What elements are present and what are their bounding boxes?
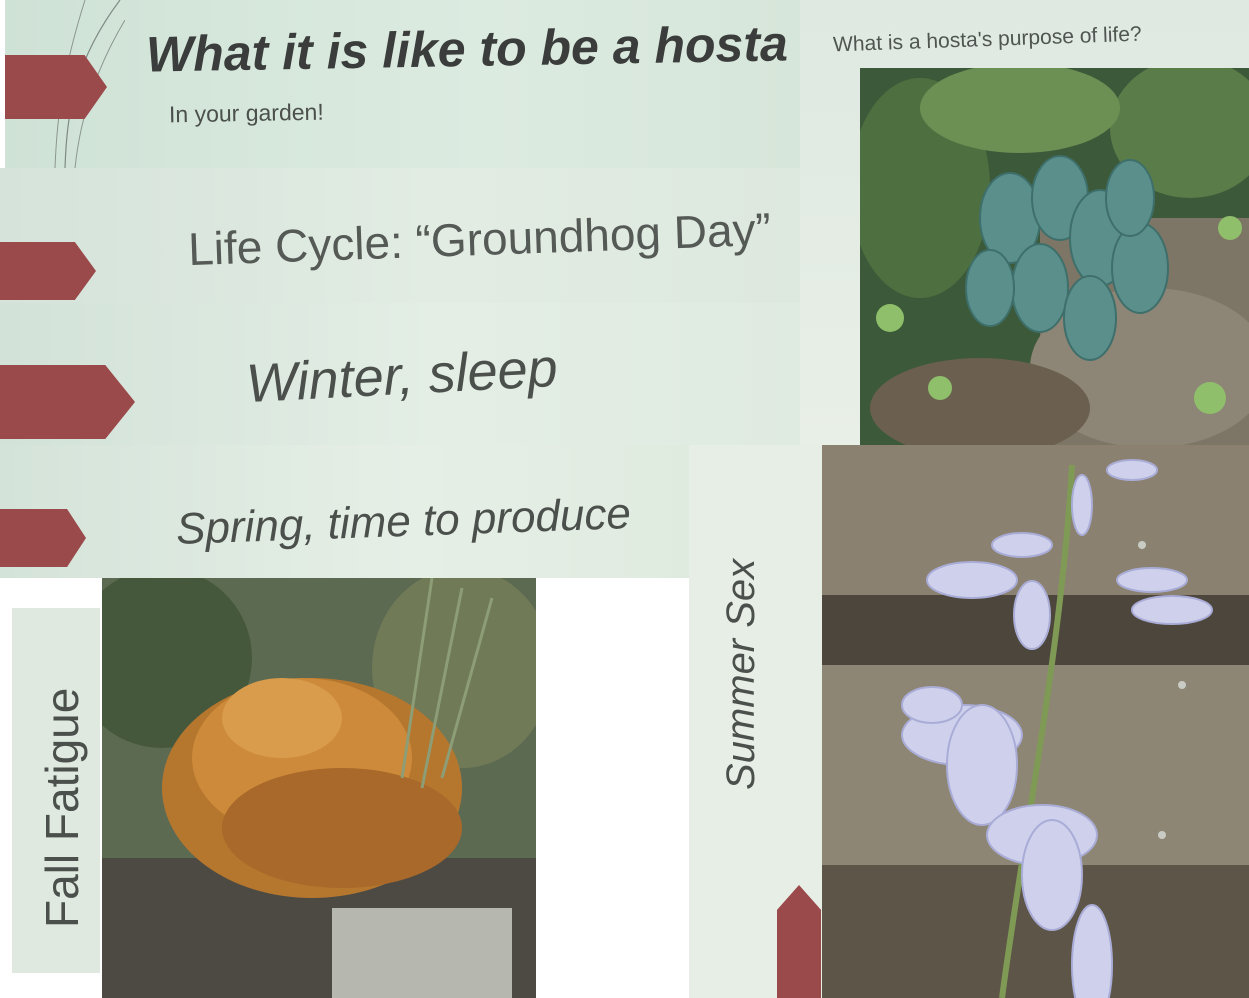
- winter-slide: [0, 303, 800, 445]
- winter-arrow: [0, 365, 135, 439]
- spring-text: Spring, time to produce: [175, 489, 632, 554]
- life-cycle-text: Life Cycle: “Groundhog Day”: [187, 202, 772, 276]
- spring-arrow: [0, 509, 86, 567]
- purpose-question: What is a hosta's purpose of life?: [832, 22, 1142, 57]
- title-slide: [5, 0, 800, 168]
- spring-slide: [0, 445, 690, 578]
- fall-slide: [0, 578, 536, 998]
- fall-hosta-photo: [102, 578, 536, 998]
- summer-label: Summer Sex: [719, 558, 763, 790]
- purpose-slide: [800, 0, 1249, 445]
- fall-label: Fall Fatigue: [36, 687, 88, 928]
- life-cycle-arrow: [0, 242, 96, 300]
- life-cycle-slide: [0, 168, 800, 303]
- slide-subtitle: In your garden!: [168, 98, 324, 128]
- hosta-on-rocks-photo: [860, 68, 1249, 445]
- hosta-flowers-photo: [822, 445, 1249, 998]
- summer-arrow: [777, 885, 821, 998]
- summer-slide: [689, 445, 1249, 998]
- winter-text: Winter, sleep: [244, 337, 560, 415]
- slide-title: What it is like to be a hosta: [145, 15, 789, 83]
